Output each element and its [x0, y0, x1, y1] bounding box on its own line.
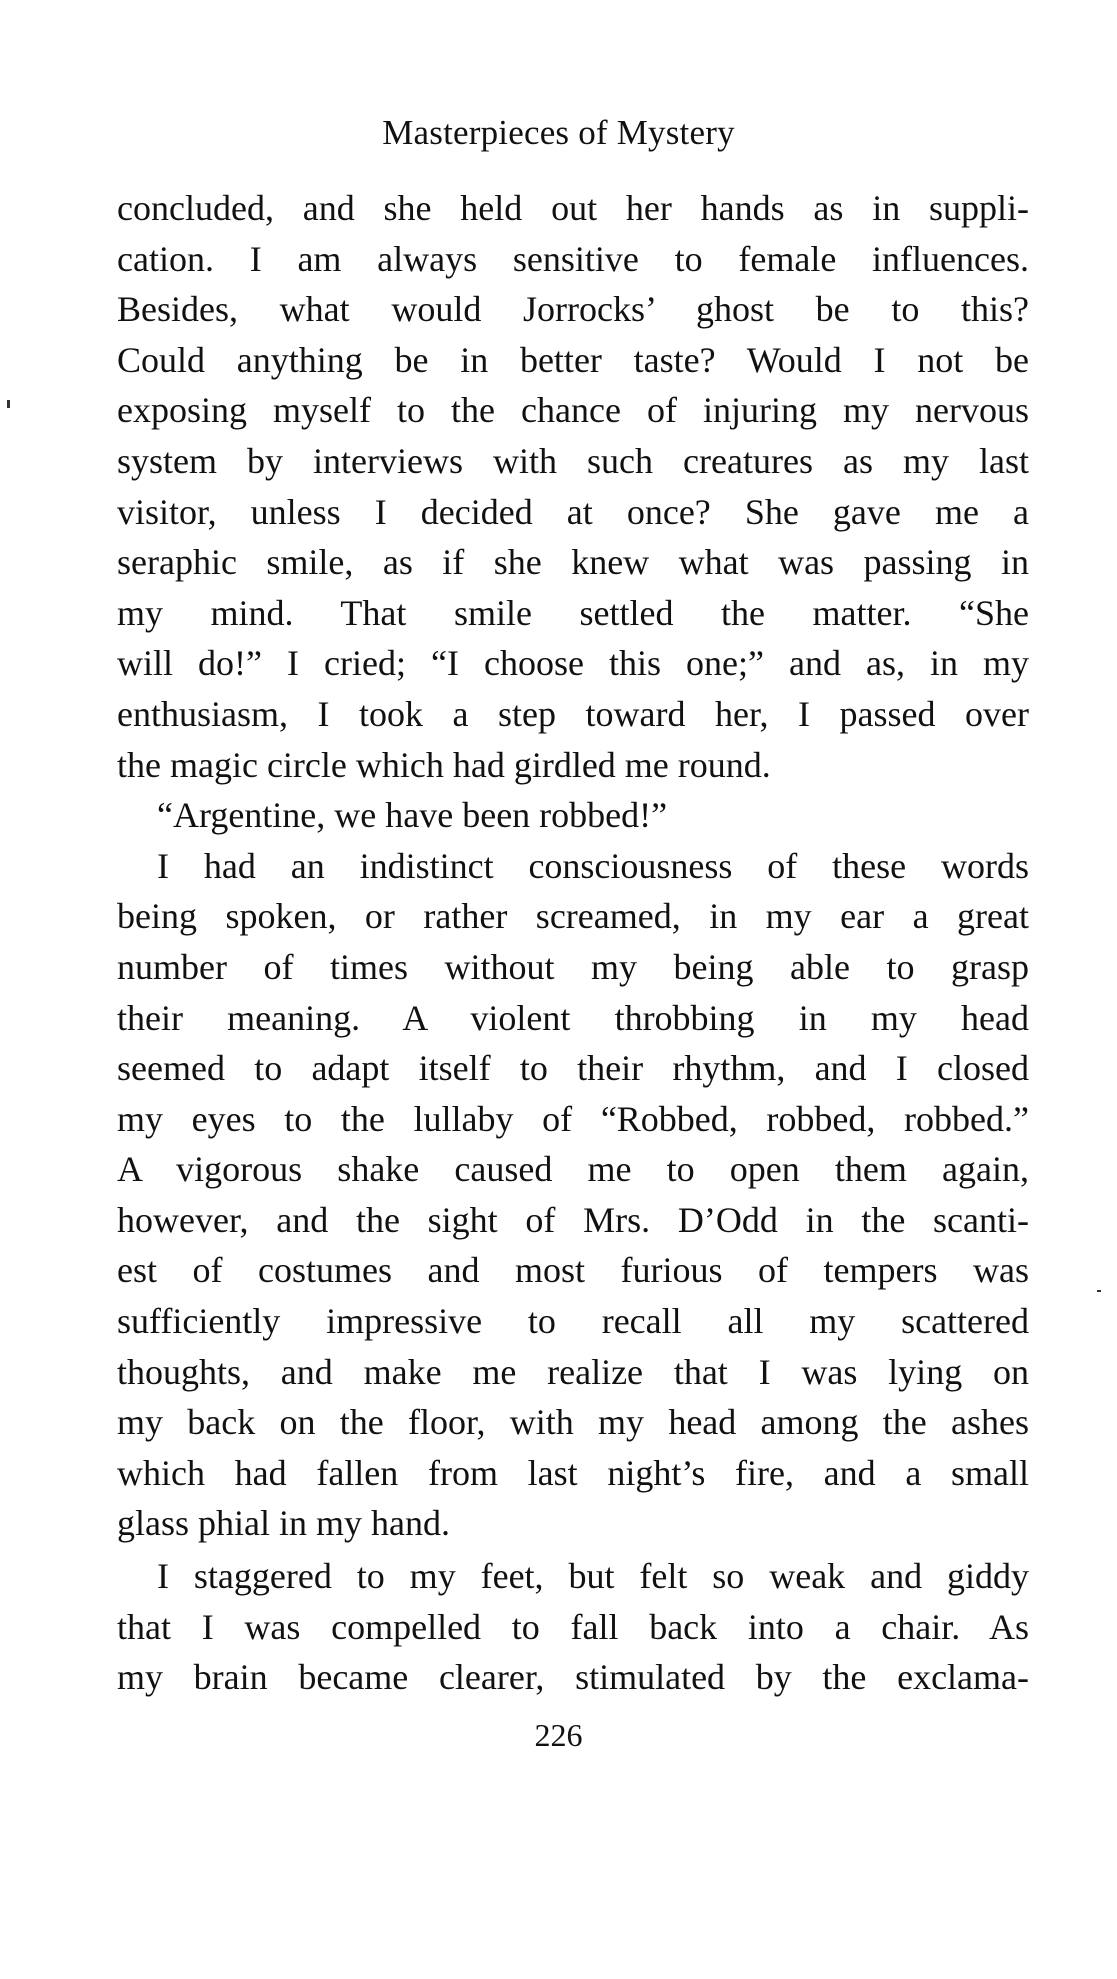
text-line: seemed to adapt itself to their rhythm, and I closed [117, 1048, 1029, 1089]
text-line: concluded, and she held out her hands as in suppli- [117, 188, 1029, 228]
text-line: cation. I am always sensitive to female influences. [117, 238, 1029, 279]
text-line: visitor, unless I decided at once? She gave me a [117, 491, 1029, 532]
text-line: I had an indistinct consciousness of these words [157, 845, 1029, 886]
text-line: however, and the sight of Mrs. D’Odd in the scanti- [117, 1199, 1029, 1240]
text-line: number of times without my being able to grasp [117, 946, 1029, 987]
text-line: my brain became clearer, stimulated by the exclama- [117, 1657, 1029, 1698]
text-line: will do!” I cried; “I choose this one;” and as, in my [117, 643, 1029, 684]
page-number: 226 [534, 1717, 583, 1753]
text-line: my back on the floor, with my head among the ashes [117, 1402, 1029, 1443]
margin-speck [1097, 1290, 1101, 1292]
text-line: thoughts, and make me realize that I was lying on [117, 1351, 1029, 1392]
text-line: which had fallen from last night’s fire, and a small [117, 1452, 1029, 1493]
text-line: that I was compelled to fall back into a chair. As [117, 1606, 1029, 1647]
text-line: est of costumes and most furious of tempers was [117, 1250, 1029, 1291]
text-line: system by interviews with such creatures as my last [117, 440, 1029, 481]
text-line: their meaning. A violent throbbing in my head [117, 997, 1029, 1038]
text-line: seraphic smile, as if she knew what was passing in [117, 542, 1029, 583]
text-line: A vigorous shake caused me to open them again, [117, 1149, 1029, 1190]
text-line: “Argentine, we have been robbed!” [157, 795, 668, 836]
text-line: Besides, what would Jorrocks’ ghost be to this? [117, 289, 1029, 330]
text-line: my eyes to the lullaby of “Robbed, robbed, robbed.” [117, 1098, 1029, 1139]
text-line: being spoken, or rather screamed, in my ear a great [117, 896, 1029, 937]
running-head-title: Masterpieces of Mystery [382, 113, 735, 152]
text-line: I staggered to my feet, but felt so weak and giddy [157, 1556, 1029, 1597]
text-line: the magic circle which had girdled me round. [117, 744, 771, 785]
text-line: exposing myself to the chance of injuring my nervous [117, 390, 1029, 431]
text-line: glass phial in my hand. [117, 1503, 450, 1544]
margin-speck [7, 400, 10, 408]
text-line: enthusiasm, I took a step toward her, I passed over [117, 693, 1029, 734]
body-text [117, 183, 1029, 1703]
text-line: Could anything be in better taste? Would I not be [117, 339, 1029, 380]
text-line: sufficiently impressive to recall all my scattered [117, 1301, 1029, 1342]
text-line: my mind. That smile settled the matter. “She [117, 592, 1029, 633]
